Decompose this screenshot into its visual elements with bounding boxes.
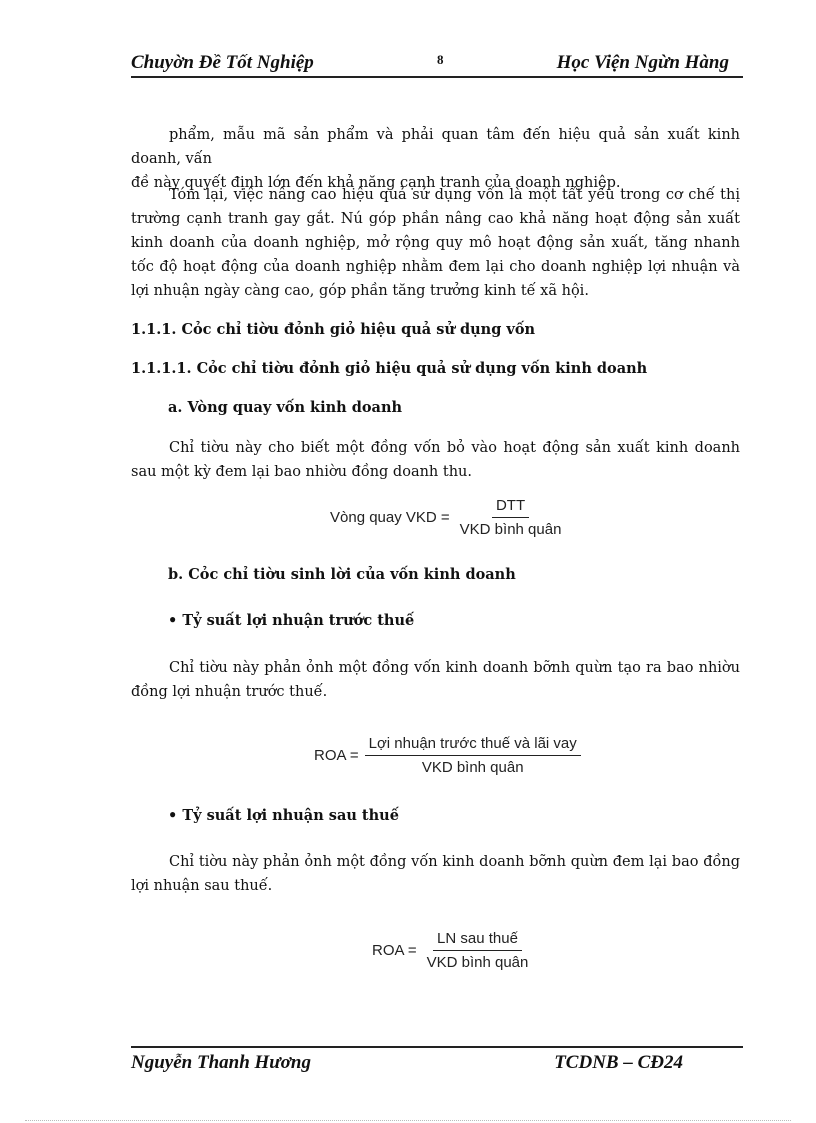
- bullet-1-text: Tỷ suất lợi nhuận trước thuế: [182, 612, 415, 629]
- header-institution: Học Viện Ngừn Hàng: [556, 52, 729, 73]
- formula-roa-after-tax: [372, 930, 532, 971]
- formula-2-lhs: ROA =: [314, 747, 359, 764]
- formula-3-lhs: ROA =: [372, 942, 417, 959]
- paragraph-4-text: Chỉ tiờu này phản ỏnh một đồng vốn kinh doanh bỡnh quừn tạo ra bao nhiờu đồng lợi nhuận trước thuế.: [131, 660, 740, 700]
- formula-3-numerator: LN sau thuế: [433, 930, 522, 951]
- formula-2-denominator: VKD bình quân: [421, 759, 524, 776]
- formula-2-fraction: [365, 735, 581, 776]
- page-number: 8: [437, 52, 444, 67]
- heading-1-1-1-1: 1.1.1.1. Cỏc chỉ tiờu đỏnh giỏ hiệu quả sử dụng vốn kinh doanh: [131, 360, 648, 377]
- paragraph-5: [131, 850, 740, 898]
- heading-1-1-1: 1.1.1. Cỏc chỉ tiờu đỏnh giỏ hiệu quả sử dụng vốn: [131, 321, 536, 338]
- footer-author: Nguyễn Thanh Hương: [131, 1052, 311, 1073]
- bullet-1: [168, 612, 414, 629]
- formula-2-numerator: Lợi nhuận trước thuế và lãi vay: [365, 735, 581, 756]
- heading-b: b. Cỏc chỉ tiờu sinh lời của vốn kinh doanh: [168, 566, 516, 583]
- paragraph-4: [131, 656, 740, 704]
- formula-1-fraction: [456, 497, 566, 538]
- formula-vong-quay: [330, 497, 565, 538]
- paragraph-2: [131, 183, 740, 303]
- bullet-icon: •: [168, 807, 183, 824]
- paragraph-5-text: Chỉ tiờu này phản ỏnh một đồng vốn kinh doanh bỡnh quừn đem lại bao đồng lợi nhuận sau thuế.: [131, 854, 740, 894]
- footer-class: TCDNB – CĐ24: [554, 1052, 683, 1073]
- paragraph-3: [131, 436, 740, 484]
- paragraph-1-line-2: đề này quyết định lớn đến khả năng cạnh tranh của doanh nghiệp.: [131, 175, 621, 191]
- bullet-icon: •: [168, 612, 183, 629]
- bullet-2: [168, 807, 399, 824]
- page-header: [131, 50, 743, 78]
- page-bottom-divider: [25, 1120, 791, 1121]
- formula-roa-before-tax: [314, 735, 581, 776]
- formula-1-lhs: Vòng quay VKD =: [330, 509, 450, 526]
- formula-3-denominator: VKD bình quân: [426, 954, 529, 971]
- formula-1-numerator: DTT: [492, 497, 529, 518]
- heading-a: a. Vòng quay vốn kinh doanh: [168, 399, 403, 416]
- page-footer: [131, 1046, 743, 1078]
- paragraph-1-line-1: phẩm, mẫu mã sản phẩm và phải quan tâm đến hiệu quả sản xuất kinh doanh, vấn: [131, 127, 740, 167]
- formula-1-denominator: VKD bình quân: [459, 521, 562, 538]
- paragraph-2-text: Tóm lại, việc nâng cao hiệu quả sử dụng vốn là một tất yếu trong cơ chế thị trường cạnh tranh gay gắt. Nú góp phần nâng cao khả năng hoạt động sản xuất kinh doanh của doanh nghiệp, mở rộng quy mô hoạt động sản xuất, tăng nhanh tốc độ hoạt động của doanh nghiệp nhằm đem lại cho doanh nghiệp lợi nhuận và lợi nhuận ngày càng cao, góp phần tăng trưởng kinh tế xã hội.: [131, 187, 740, 299]
- formula-3-fraction: [423, 930, 533, 971]
- header-title: Chuyờn Đề Tốt Nghiệp: [131, 52, 314, 73]
- bullet-2-text: Tỷ suất lợi nhuận sau thuế: [182, 807, 399, 824]
- paragraph-3-text: Chỉ tiờu này cho biết một đồng vốn bỏ vào hoạt động sản xuất kinh doanh sau một kỳ đem lại bao nhiờu đồng doanh thu.: [131, 440, 740, 480]
